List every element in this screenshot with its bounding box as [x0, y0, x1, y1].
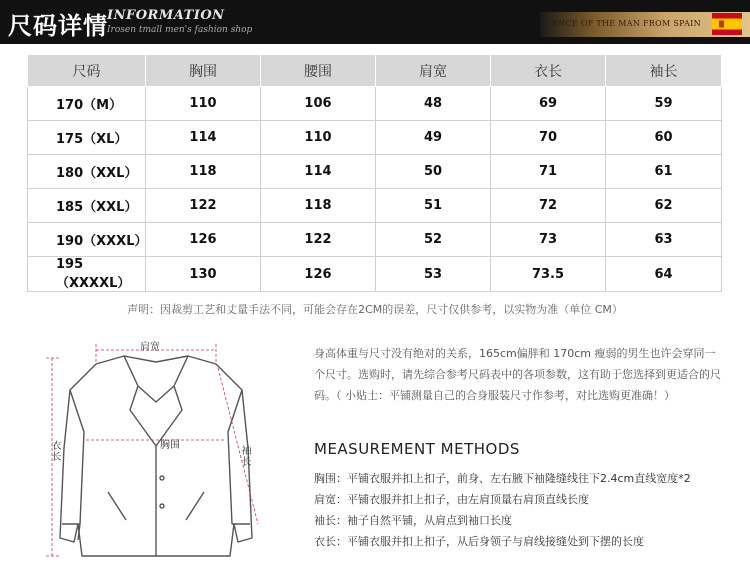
- table-row: [28, 189, 722, 223]
- shoulder-cell: 48: [376, 87, 491, 121]
- length-cell: 71: [491, 155, 606, 189]
- shoulder-cell: 50: [376, 155, 491, 189]
- col-header-shoulder: 肩宽: [376, 55, 491, 87]
- table-row: [28, 223, 722, 257]
- table-row: [28, 87, 722, 121]
- table-row: [28, 155, 722, 189]
- info-heading: INFORMATION: [107, 8, 225, 23]
- length-cell: 73: [491, 223, 606, 257]
- table-header-row: [28, 55, 722, 87]
- size-advice-text: 身高体重与尺寸没有绝对的关系，165cm偏胖和 170cm 瘦弱的男生也许会穿同一个尺寸。选购时，请先综合参考尺码表中的各项参数，这有助于您选择到更适合的尺码。（ 小贴士：平铺测量自己的合身服装尺寸作参考，对比选购更准确！）: [314, 347, 721, 402]
- length-cell: 72: [491, 189, 606, 223]
- chest-cell: 126: [146, 223, 261, 257]
- waist-cell: 106: [261, 87, 376, 121]
- header-banner: [0, 0, 750, 44]
- waist-cell: 126: [261, 257, 376, 292]
- chest-label: 胸围: [160, 440, 180, 451]
- length-cell: 69: [491, 87, 606, 121]
- length-cell: 70: [491, 121, 606, 155]
- col-header-chest: 胸围: [146, 55, 261, 87]
- waist-cell: 118: [261, 189, 376, 223]
- length-cell: 73.5: [491, 257, 606, 292]
- measurement-line-length: 衣长：平铺衣服并扣上扣子，从后身领子与肩线接缝处到下摆的长度: [314, 535, 644, 548]
- measurement-line-shoulder: 肩宽：平铺衣服并扣上扣子，由左肩顶量右肩顶直线长度: [314, 493, 589, 506]
- sleeve-cell: 59: [606, 87, 722, 121]
- measurement-line-sleeve: 袖长：袖子自然平铺，从肩点到袖口长度: [314, 514, 512, 527]
- waist-cell: 122: [261, 223, 376, 257]
- shoulder-cell: 51: [376, 189, 491, 223]
- size-cell: 170（M）: [28, 87, 146, 121]
- sleeve-cell: 63: [606, 223, 722, 257]
- brand-text: ENCE OF THE MAN FROM SPAIN: [552, 19, 701, 28]
- waist-cell: 114: [261, 155, 376, 189]
- chest-cell: 122: [146, 189, 261, 223]
- size-disclaimer: 声明：因裁剪工艺和丈量手法不同，可能会存在2CM的误差，尺寸仅供参考，以实物为准（单位 CM）: [127, 303, 623, 316]
- col-header-length: 衣长: [491, 55, 606, 87]
- size-cell: 185（XXL）: [28, 189, 146, 223]
- shoulder-cell: 49: [376, 121, 491, 155]
- size-cell: 180（XXL）: [28, 155, 146, 189]
- col-header-waist: 腰围: [261, 55, 376, 87]
- chest-cell: 110: [146, 87, 261, 121]
- shoulder-label: 肩宽: [140, 342, 160, 353]
- sleeve-cell: 60: [606, 121, 722, 155]
- measurement-line-chest: 胸围：平铺衣服并扣上扣子，前身、左右腋下袖隆缝线往下2.4cm直线宽度*2: [314, 472, 691, 485]
- table-row: [28, 121, 722, 155]
- size-table: [27, 54, 722, 292]
- size-cell: 175（XL）: [28, 121, 146, 155]
- sleeve-cell: 62: [606, 189, 722, 223]
- col-header-size: 尺码: [28, 55, 146, 87]
- jacket-measurement-diagram: [30, 328, 282, 566]
- chest-cell: 130: [146, 257, 261, 292]
- size-cell: 195（XXXXL）: [28, 257, 146, 292]
- shoulder-cell: 53: [376, 257, 491, 292]
- measurement-title: MEASUREMENT METHODS: [314, 440, 520, 458]
- info-subheading: Irosen tmall men's fashion shop: [107, 25, 253, 35]
- spain-flag-icon: [712, 13, 742, 35]
- col-header-sleeve: 袖长: [606, 55, 722, 87]
- chest-cell: 118: [146, 155, 261, 189]
- sleeve-cell: 64: [606, 257, 722, 292]
- shoulder-cell: 52: [376, 223, 491, 257]
- sleeve-cell: 61: [606, 155, 722, 189]
- chest-cell: 114: [146, 121, 261, 155]
- waist-cell: 110: [261, 121, 376, 155]
- length-label: 衣长: [49, 440, 60, 462]
- size-cell: 190（XXXL）: [28, 223, 146, 257]
- page-title: 尺码详情: [8, 12, 108, 40]
- table-row: [28, 257, 722, 292]
- sleeve-label: 袖长: [239, 445, 250, 467]
